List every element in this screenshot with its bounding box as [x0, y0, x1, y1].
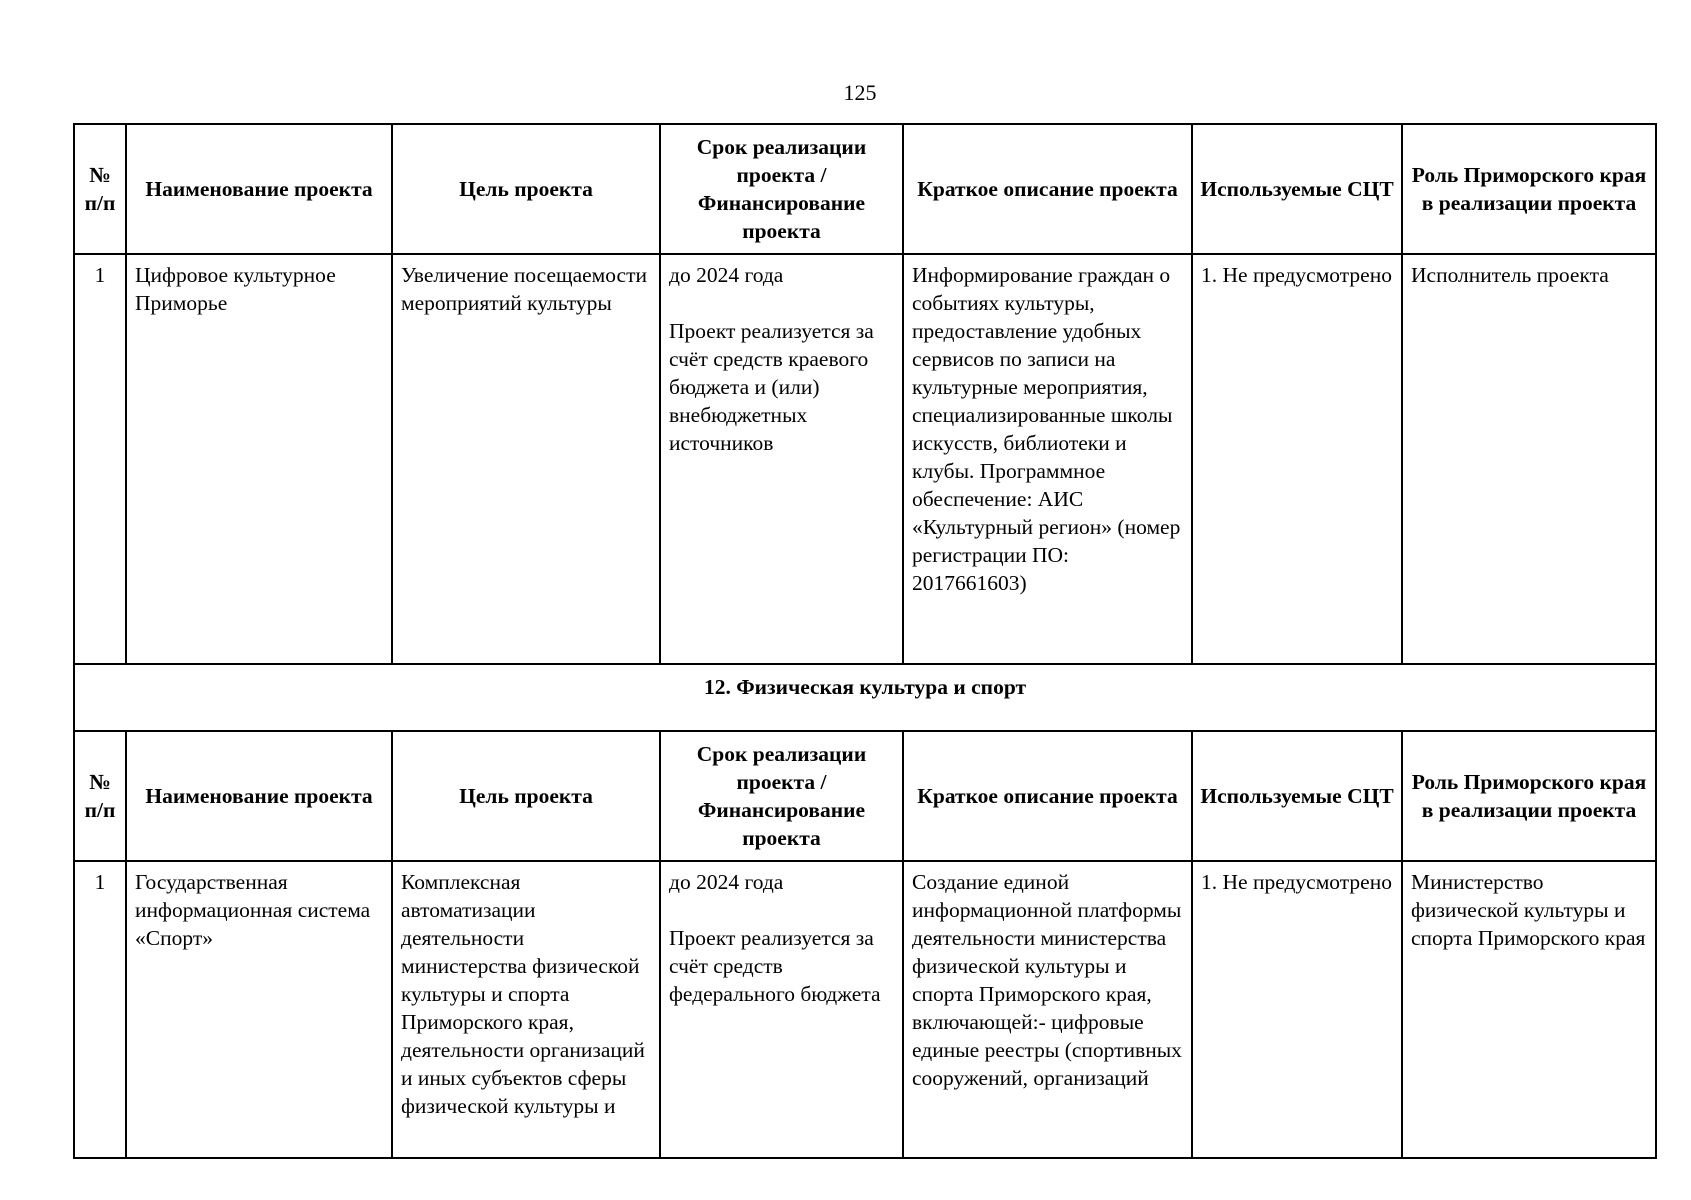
row-tech: 1. Не предусмотрено: [1192, 861, 1402, 1158]
row-desc: Создание единой информационной платформы деятельности министерства физической культуры и спорта Приморского края, включающей:- цифровые единые реестры (спортивных сооружений, организаций: [903, 861, 1192, 1158]
header-desc: Краткое описание проекта: [903, 731, 1192, 861]
header-goal: Цель проекта: [392, 124, 660, 254]
header-role: Роль Приморского края в реализации проекта: [1402, 124, 1656, 254]
row-role: Министерство физической культуры и спорта Приморского края: [1402, 861, 1656, 1158]
row-desc: Информирование граждан о событиях культуры, предоставление удобных сервисов по записи на культурные мероприятия, специализированные школы искусств, библиотеки и клубы. Программное обеспечение: АИС «Культурный регион» (номер регистрации ПО: 2017661603): [903, 254, 1192, 664]
row-term: [660, 254, 903, 664]
header-desc: Краткое описание проекта: [903, 124, 1192, 254]
row-term-funding: Проект реализуется за счёт средств краевого бюджета и (или) внебюджетных источников: [669, 319, 874, 455]
row-goal: Увеличение посещаемости мероприятий культуры: [392, 254, 660, 664]
header-tech: Используемые СЦТ: [1192, 124, 1402, 254]
row-tech: 1. Не предусмотрено: [1192, 254, 1402, 664]
page-number: 125: [843, 80, 877, 105]
header-num: № п/п: [74, 124, 126, 254]
header-tech: Используемые СЦТ: [1192, 731, 1402, 861]
row-name: Государственная информационная система «Спорт»: [126, 861, 392, 1158]
row-term-deadline: до 2024 года: [669, 263, 784, 287]
table-header-row: [74, 731, 1656, 861]
section-row: [74, 664, 1656, 731]
row-goal: Комплексная автоматизации деятельности министерства физической культуры и спорта Приморского края, деятельности организаций и иных субъектов сферы физической культуры и: [392, 861, 660, 1158]
header-name: Наименование проекта: [126, 124, 392, 254]
header-term: Срок реализации проекта / Финансирование проекта: [660, 731, 903, 861]
row-num: 1: [74, 861, 126, 1158]
row-term-funding: Проект реализуется за счёт средств федерального бюджета: [669, 926, 881, 1006]
header-role: Роль Приморского края в реализации проекта: [1402, 731, 1656, 861]
row-term-deadline: до 2024 года: [669, 870, 784, 894]
table-row: [74, 254, 1656, 664]
table-row: [74, 861, 1656, 1158]
header-goal: Цель проекта: [392, 731, 660, 861]
row-name: Цифровое культурное Приморье: [126, 254, 392, 664]
header-term: Срок реализации проекта / Финансирование проекта: [660, 124, 903, 254]
header-num: № п/п: [74, 731, 126, 861]
row-num: 1: [74, 254, 126, 664]
projects-table: [73, 123, 1657, 1159]
row-role: Исполнитель проекта: [1402, 254, 1656, 664]
header-name: Наименование проекта: [126, 731, 392, 861]
row-term: [660, 861, 903, 1158]
section-title: 12. Физическая культура и спорт: [74, 664, 1656, 731]
table-header-row: [74, 124, 1656, 254]
